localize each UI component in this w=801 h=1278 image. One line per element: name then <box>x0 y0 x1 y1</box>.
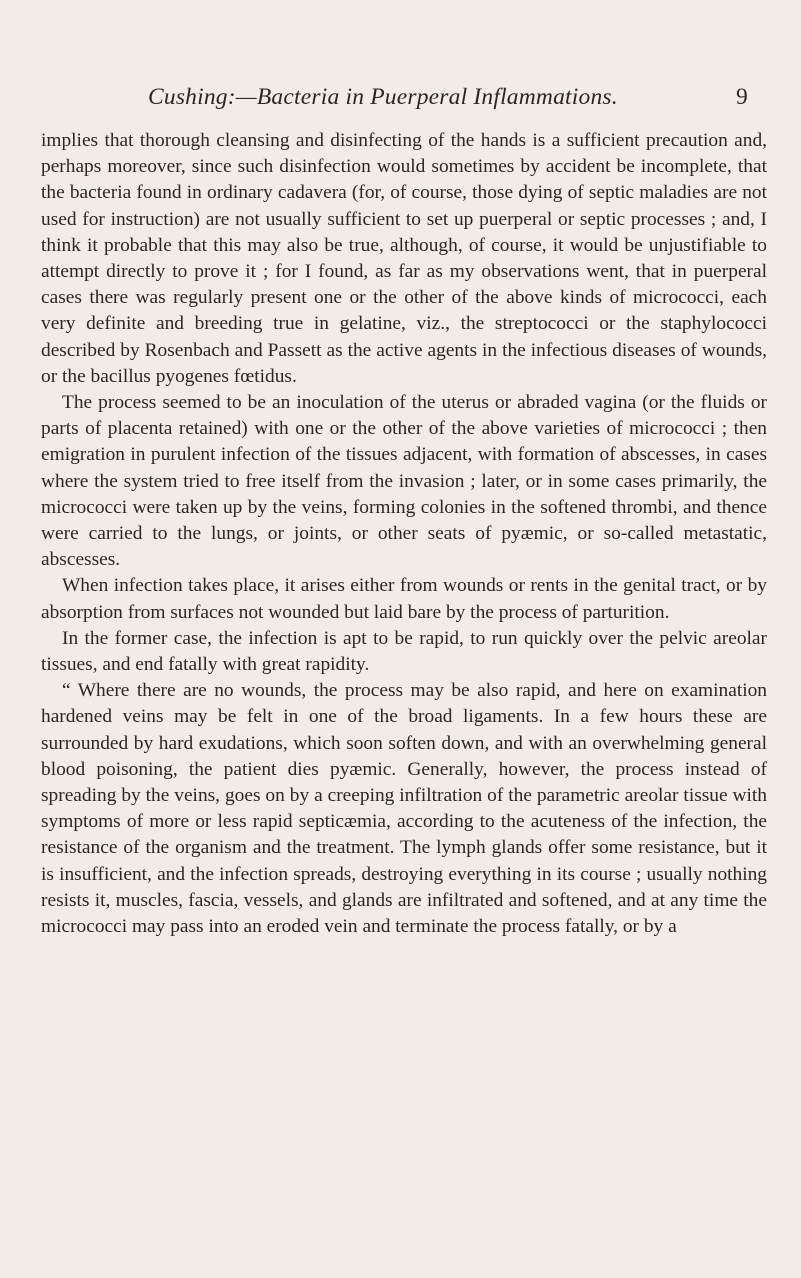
page-number: 9 <box>736 84 748 110</box>
running-head-title: Cushing:—Bacteria in Puerperal Inflammations. <box>148 84 618 110</box>
body-text <box>41 128 767 940</box>
paragraph: “ Where there are no wounds, the process may be also rapid, and here on examination hardened veins may be felt in one of the broad ligaments. In a few hours these are surrounded by hard exudations, which soon soften down, and with an overwhelming general blood poisoning, the patient dies pyæmic. Generally, however, the process instead of spreading by the veins, goes on by a creeping infiltration of the parametric areolar tissue with symptoms of more or less rapid septicæmia, according to the acuteness of the infection, the resistance of the organism and the treatment. The lymph glands offer some resistance, but it is insufficient, and the infection spreads, destroying everything in its course ; usually nothing resists it, muscles, fascia, vessels, and glands are infiltrated and softened, and at any time the micrococci may pass into an eroded vein and terminate the process fatally, or by a <box>41 680 767 938</box>
paragraph: In the former case, the infection is apt to be rapid, to run quickly over the pelvic areolar tissues, and end fatally with great rapidity. <box>41 627 767 676</box>
running-head <box>148 84 748 118</box>
paragraph: When infection takes place, it arises either from wounds or rents in the genital tract, or by absorption from surfaces not wounded but laid bare by the process of parturition. <box>41 575 767 623</box>
paragraph: The process seemed to be an inoculation of the uterus or abraded vagina (or the fluids or parts of placenta retained) with one or the other of the above varieties of micrococci ; then emigration in purulent infection of the tissues adjacent, with formation of abscesses, in cases where the system tried to free itself from the invasion ; later, or in some cases primarily, the micrococci were taken up by the veins, forming colonies in the softened thrombi, and thence were carried to the lungs, or joints, or other seats of pyæmic, or so-called metastatic, abscesses. <box>41 392 767 571</box>
paragraph: implies that thorough cleansing and disinfecting of the hands is a sufficient precaution and, perhaps moreover, since such disinfection would sometimes by accident be incomplete, that the bacteria found in ordinary cadavera (for, of course, those dying of septic maladies are not used for instruction) are not usually sufficient to set up puerperal or septic processes ; and, I think it probable that this may also be true, although, of course, it would be unjustifiable to attempt directly to prove it ; for I found, as far as my observations went, that in puerperal cases there was regularly present one or the other of the above kinds of micrococci, each very definite and breeding true in gelatine, viz., the streptococci or the staphylococci described by Rosenbach and Passett as the active agents in the infectious diseases of wounds, or the bacillus pyogenes fœtidus. <box>41 130 767 387</box>
